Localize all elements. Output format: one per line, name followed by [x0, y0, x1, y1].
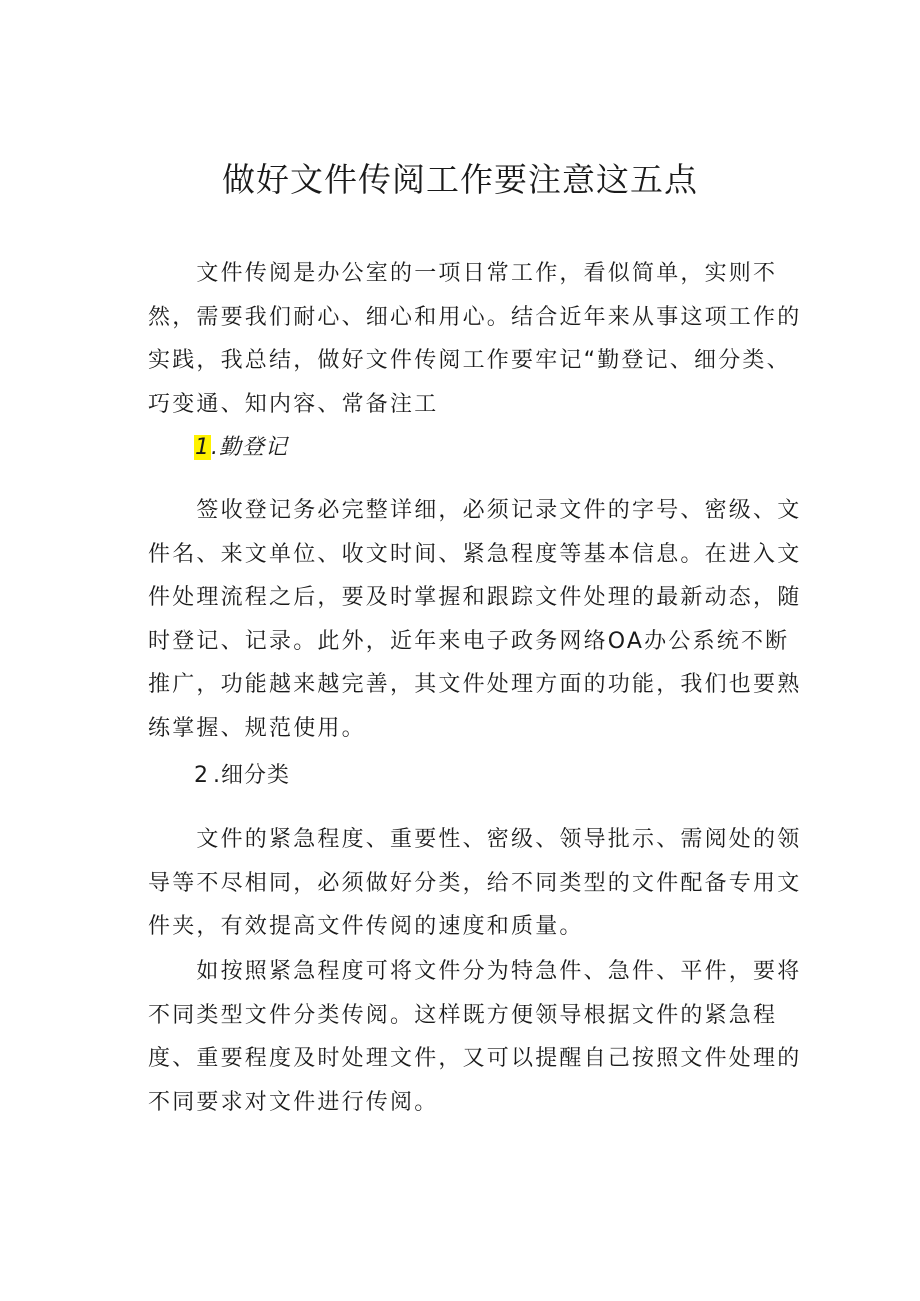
section-1-heading — [194, 432, 288, 464]
section-2-paragraph-1: 文件的紧急程度、重要性、密级、领导批示、需阅处的领导等不尽相同，必须做好分类，给不同类型的文件配备专用文件夹，有效提高文件传阅的速度和质量。 — [148, 827, 802, 939]
section-2-paragraph-2: 如按照紧急程度可将文件分为特急件、急件、平件，要将不同类型文件分类传阅。这样既方便领导根据文件的紧急程度、重要程度及时处理文件，又可以提醒自己按照文件处理的不同要求对文件进行传阅。 — [148, 959, 802, 1115]
document-title: 做好文件传阅工作要注意这五点 — [222, 160, 698, 199]
section-2-heading — [194, 760, 290, 792]
section-1-number: 1 — [195, 435, 210, 460]
section-2-title: .细分类 — [213, 763, 290, 788]
section-1-title: .勤登记 — [211, 435, 288, 460]
section-1-paragraph-1: 签收登记务必完整详细，必须记录文件的字号、密级、文件名、来文单位、收文时间、紧急程度等基本信息。在进入文件处理流程之后，要及时掌握和跟踪文件处理的最新动态，随时登记、记录。此外，近年来电子政务网络OA办公系统不断推广，功能越来越完善，其文件处理方面的功能，我们也要熟练掌握、规范使用。 — [148, 498, 802, 741]
intro-paragraph: 文件传阅是办公室的一项日常工作，看似简单，实则不然，需要我们耐心、细心和用心。结合近年来从事这项工作的实践，我总结，做好文件传阅工作要牢记“勤登记、细分类、巧变通、知内容、常备注工 — [148, 261, 802, 417]
section-2-number: 2 — [194, 763, 209, 788]
